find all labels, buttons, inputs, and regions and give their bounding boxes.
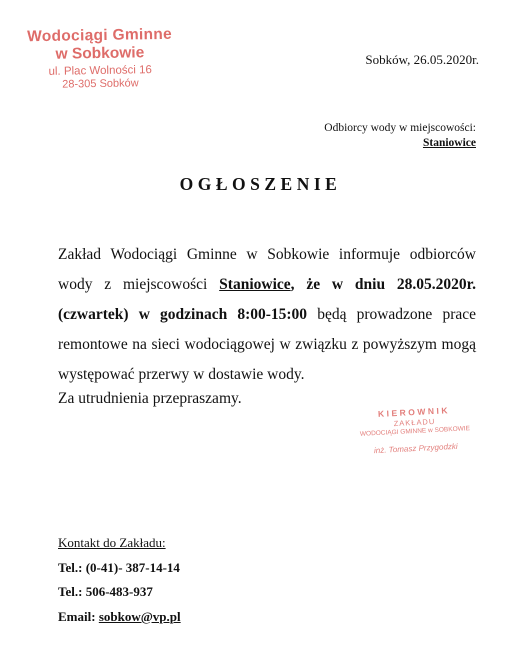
signature-role: KIEROWNIK [377,405,451,419]
contact-tel-1 [58,556,181,581]
tel-2-label: Tel.: [58,584,83,599]
stamp-postcode: 28-305 Sobków [62,77,139,91]
apology-text: Za utrudnienia przepraszamy. [58,390,242,407]
tel-1-label: Tel.: [58,559,83,575]
stamp-line-1: Wodociągi Gminne [27,25,173,46]
company-stamp [19,26,180,92]
signature-line-3: WODOCIĄGI GMINNE w SOBKOWIE [359,425,471,438]
page-title: OGŁOSZENIE [179,174,342,194]
place-date: Sobków, 26.05.2020r. [365,52,479,67]
announcement-part-3: będą prowadzone prace remontowe na sieci wodociągowej w związku z powyższym mogą występować przerwy w dostawie wody. [58,306,476,383]
announcement-paragraph [58,240,476,390]
recipients-block [324,121,476,151]
contact-email [58,605,181,630]
contact-heading: Kontakt do Zakładu: [58,535,166,550]
signature-name: inż. Tomasz Przygodzki [373,441,458,456]
signature-line-2: ZAKŁADU [393,416,436,429]
stamp-address: ul. Plac Wolności 16 [48,64,152,78]
announcement-part-1: Zakład Wodociągi Gminne w Sobkowie informuje odbiorców wody z miejscowości [58,246,476,293]
contact-tel-2 [58,580,181,605]
signature-stamp [347,404,483,462]
email-label: Email: [58,608,96,624]
announcement-date-time: , że w dniu 28.05.2020r. (czwartek) w godzinach 8:00-15:00 [58,276,477,323]
email-link[interactable]: sobkow@vp.pl [98,608,181,624]
contact-block [58,531,181,629]
tel-2-value: 506-483-937 [82,584,153,599]
stamp-line-2: w Sobkowie [55,44,145,63]
tel-1-value: (0-41)- 387-14-14 [82,559,180,575]
recipients-location: Staniowice [422,137,476,149]
announcement-location: Staniowice [219,276,291,293]
recipients-label: Odbiorcy wody w miejscowości: [324,122,476,134]
